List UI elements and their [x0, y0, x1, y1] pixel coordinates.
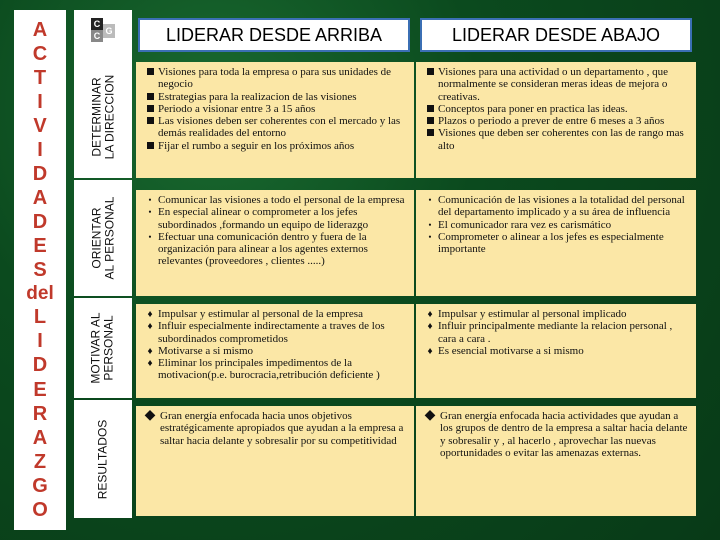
square-bullet-icon	[424, 103, 436, 115]
list-item-text: En especial alinear o comprometer a los jefes subordinados ,formando un equipo de liderazgo	[158, 206, 369, 231]
list-item	[144, 115, 408, 140]
list-item	[424, 410, 690, 459]
bullet-list	[424, 410, 690, 459]
bullet-list	[144, 308, 408, 382]
dot-bullet-icon: •	[428, 231, 432, 242]
list-item-text: Efectuar una comunicación dentro y fuera de la organización para alinear a los agentes externos relevantes (proveedores , clientes .....)	[158, 230, 368, 268]
cell-motivar-abajo	[416, 304, 696, 398]
square-bullet-icon	[144, 103, 156, 115]
vertical-title	[14, 10, 66, 530]
row-header-label: DETERMINAR LA DIRECCION	[89, 74, 116, 160]
title-letter: E	[33, 235, 47, 258]
square-bullet-icon	[424, 127, 436, 139]
title-letter: E	[33, 378, 47, 401]
column-header-arriba: LIDERAR DESDE ARRIBA	[138, 18, 410, 52]
square-bullet-icon	[424, 115, 436, 127]
list-item-text: Comprometer o alinear a los jefes es especialmente importante	[438, 230, 664, 256]
title-letter: O	[32, 498, 48, 521]
row-header-orientar	[74, 180, 132, 296]
title-letter: T	[33, 67, 47, 90]
title-letter: S	[33, 259, 47, 282]
list-item-text: Influir especialmente indirectamente a traves de los subordinados comprometidos	[158, 320, 385, 345]
list-item-text: Gran energía enfocada hacia actividades que ayudan a los grupos de dentro de la empresa a saltar hacia delante y sobresalir y , al hacerlo , aprovechar las nuevas oportunidades o evitar las amenazas externas.	[440, 410, 688, 459]
dot-bullet-icon: •	[148, 231, 152, 242]
list-item-text: Las visiones deben ser coherentes con el mercado y las demás realidades del entorno	[158, 115, 401, 140]
cell-determinar-abajo	[416, 62, 696, 178]
dot-bullet-icon: •	[148, 195, 152, 205]
row-header-determinar	[74, 56, 132, 178]
logo-box	[74, 10, 132, 56]
list-item	[424, 115, 690, 127]
title-letter: D	[32, 163, 48, 186]
list-item	[144, 410, 408, 447]
list-item	[424, 103, 690, 115]
title-letter: A	[32, 426, 48, 449]
row-header-motivar	[74, 298, 132, 398]
diamond-bullet-icon: ♦	[147, 309, 153, 320]
row-header-label: ORIENTAR AL PERSONAL	[89, 196, 117, 280]
diamond-bullet-icon: ♦	[147, 345, 153, 357]
list-item	[424, 231, 690, 256]
row-header-resultados	[74, 400, 132, 518]
list-item	[144, 194, 408, 206]
list-item	[424, 320, 690, 345]
list-item	[424, 66, 690, 103]
list-item-text: Influir principalmente mediante la relacion personal , cara a cara .	[438, 320, 673, 345]
dot-bullet-icon: •	[428, 219, 432, 230]
list-item	[144, 66, 408, 91]
column-header-abajo: LIDERAR DESDE ABAJO	[420, 18, 692, 52]
list-item	[144, 91, 408, 103]
list-item-text: Plazos o periodo a prever de entre 6 meses a 3 años	[438, 115, 665, 128]
cell-orientar-arriba	[136, 190, 414, 296]
bullet-list	[424, 194, 690, 255]
list-item-text: Gran energía enfocada hacia unos objetivos estratégicamente apropiados que ayudan a la empresa a saltar hacia delante y sobresalir por su competitividad	[160, 410, 404, 447]
title-letter: A	[32, 19, 48, 42]
square-bullet-icon	[144, 91, 156, 103]
list-item-text: El comunicador rara vez es carismático	[438, 218, 612, 231]
bullet-list	[144, 194, 408, 268]
list-item-text: Visiones para toda la empresa o para sus unidades de negocio	[158, 66, 392, 91]
diamond-bullet-icon: ◆	[424, 408, 436, 423]
title-letter: del	[26, 283, 54, 305]
diamond-bullet-icon: ♦	[427, 309, 433, 320]
list-item	[424, 194, 690, 219]
list-item	[424, 345, 690, 357]
list-item-text: Comunicación de las visiones a la totalidad del personal del departamento implicado y a su área de influencia	[438, 194, 685, 219]
dot-bullet-icon: •	[148, 207, 152, 218]
list-item	[144, 345, 408, 357]
cell-motivar-arriba	[136, 304, 414, 398]
bullet-list	[144, 410, 408, 447]
row-header-label: MOTIVAR AL PERSONAL	[89, 312, 117, 384]
square-bullet-icon	[144, 140, 156, 152]
list-item	[424, 308, 690, 320]
list-item-text: Fijar el rumbo a seguir en los próximos años	[158, 139, 355, 152]
cell-determinar-arriba	[136, 62, 414, 178]
logo-icon	[74, 10, 132, 56]
diamond-bullet-icon: ♦	[427, 345, 433, 357]
list-item	[144, 103, 408, 115]
diamond-bullet-icon: ♦	[147, 321, 153, 333]
dot-bullet-icon: •	[428, 195, 432, 205]
bullet-list	[424, 308, 690, 357]
list-item-text: Estrategias para la realizacion de las visiones	[158, 90, 357, 103]
cell-resultados-abajo	[416, 406, 696, 516]
bullet-list	[424, 66, 690, 152]
list-item	[144, 320, 408, 345]
list-item	[144, 231, 408, 268]
list-item	[144, 357, 408, 382]
list-item	[144, 140, 408, 152]
list-item-text: Impulsar y estimular al personal de la empresa	[158, 308, 363, 320]
title-letter: Z	[33, 450, 47, 473]
list-item-text: Eliminar los principales impedimentos de la motivacion(p.e. burocracia,retribución deficiente )	[158, 357, 380, 382]
title-letter: V	[33, 115, 47, 138]
diamond-bullet-icon: ◆	[144, 408, 156, 423]
list-item	[144, 308, 408, 320]
title-letter: I	[37, 91, 43, 114]
square-bullet-icon	[144, 115, 156, 127]
title-letter: D	[32, 211, 48, 234]
list-item-text: Conceptos para poner en practica las ideas.	[438, 102, 628, 115]
diamond-bullet-icon: ♦	[147, 358, 153, 370]
square-bullet-icon	[424, 66, 436, 78]
row-header-label: RESULTADOS	[95, 419, 110, 499]
list-item	[144, 206, 408, 231]
list-item	[424, 219, 690, 231]
logo-letter-left: C	[93, 31, 101, 41]
square-bullet-icon	[144, 66, 156, 78]
title-letter: R	[32, 402, 48, 425]
list-item-text: Motivarse a si mismo	[158, 344, 254, 357]
title-letter: L	[33, 306, 47, 329]
logo-letter-right: G	[105, 26, 113, 36]
list-item-text: Comunicar las visiones a todo el personal de la empresa	[158, 194, 405, 206]
cell-resultados-arriba	[136, 406, 414, 516]
list-item-text: Visiones para una actividad o un departamento , que normalmente se consideran meras ideas de mejora o creativas.	[438, 66, 668, 103]
title-letter: C	[32, 43, 48, 66]
diamond-bullet-icon: ♦	[427, 321, 433, 333]
title-letter: A	[32, 187, 48, 210]
logo-letter-top: C	[93, 19, 101, 29]
cell-orientar-abajo	[416, 190, 696, 296]
list-item-text: Periodo a visionar entre 3 a 15 años	[158, 102, 316, 115]
title-letter: D	[32, 354, 48, 377]
list-item-text: Impulsar y estimular al personal implicado	[438, 308, 627, 320]
list-item	[424, 127, 690, 152]
list-item-text: Es esencial motivarse a si mismo	[438, 344, 584, 357]
title-letter: I	[37, 330, 43, 353]
list-item-text: Visiones que deben ser coherentes con las de rango mas alto	[438, 127, 684, 152]
title-letter: G	[32, 474, 48, 497]
title-letter: I	[37, 139, 43, 162]
bullet-list	[144, 66, 408, 152]
